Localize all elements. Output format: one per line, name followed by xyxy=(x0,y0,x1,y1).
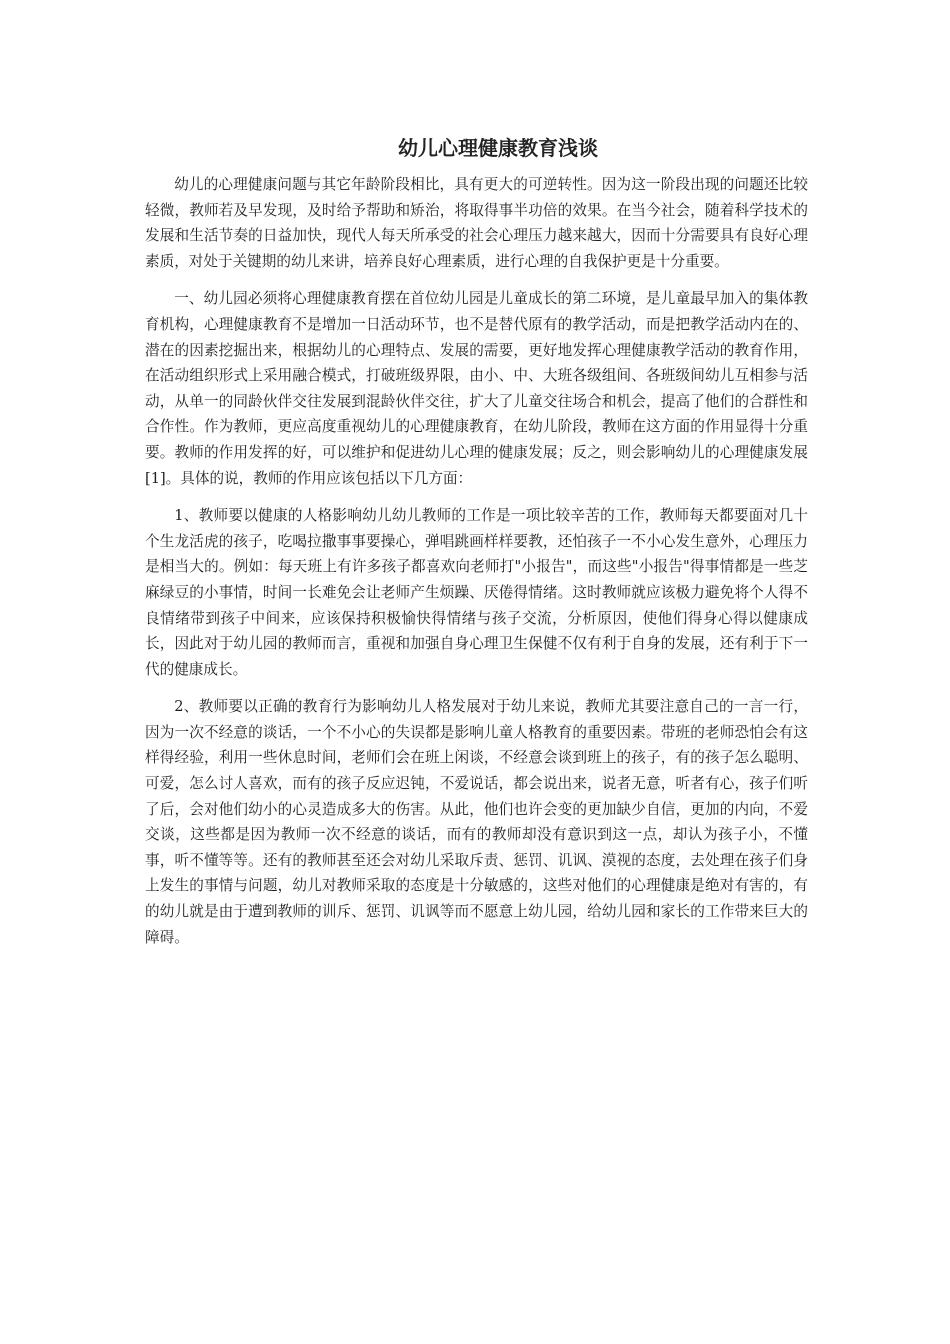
document-title: 幼儿心理健康教育浅谈 xyxy=(398,136,598,160)
paragraph-intro: 幼儿的心理健康问题与其它年龄阶段相比，具有更大的可逆转性。因为这一阶段出现的问题还比较轻微，教师若及早发现，及时给予帮助和矫治，将取得事半功倍的效果。在当今社会，随着科学技术的发展和生活节奏的日益加快，现代人每天所承受的社会心理压力越来越大，因而十分需要具有良好心理素质，对处于关键期的幼儿来讲，培养良好心理素质，进行心理的自我保护更是十分重要。 xyxy=(145,176,808,270)
paragraph-section-1: 一、幼儿园必须将心理健康教育摆在首位幼儿园是儿童成长的第二环境，是儿童最早加入的集体教育机构，心理健康教育不是增加一日活动环节，也不是替代原有的教学活动，而是把教学活动内在的、潜在的因素挖掘出来，根据幼儿的心理特点、发展的需要，更好地发挥心理健康教学活动的教育作用，在活动组织形式上采用融合模式，打破班级界限，由小、中、大班各级组间、各班级间幼儿互相参与活动，从单一的同龄伙伴交往发展到混龄伙伴交往，扩大了儿童交往场合和机会，提高了他们的合群性和合作性。作为教师，更应高度重视幼儿的心理健康教育，在幼儿阶段，教师在这方面的作用显得十分重要。教师的作用发挥的好，可以维护和促进幼儿心理的健康发展；反之，则会影响幼儿的心理健康发展[1]。具体的说，教师的作用应该包括以下几方面： xyxy=(145,290,808,487)
document-body xyxy=(145,172,808,962)
paragraph-point-2: 2、教师要以正确的教育行为影响幼儿人格发展对于幼儿来说，教师尤其要注意自己的一言一行，因为一次不经意的谈话，一个不小心的失误都是影响儿童人格教育的重要因素。带班的老师恐怕会有这样得经验，利用一些休息时间，老师们会在班上闲谈，不经意会谈到班上的孩子，有的孩子怎么聪明、可爱，怎么讨人喜欢，而有的孩子反应迟钝，不爱说话，都会说出来，说者无意，听者有心，孩子们听了后，会对他们幼小的心灵造成多大的伤害。从此，他们也许会变的更加缺少自信，更加的内向，不爱交谈，这些都是因为教师一次不经意的谈话，而有的教师却没有意识到这一点，却认为孩子小，不懂事，听不懂等等。还有的教师甚至还会对幼儿采取斥责、惩罚、讥讽、漠视的态度，去处理在孩子们身上发生的事情与问题，幼儿对教师采取的态度是十分敏感的，这些对他们的心理健康是绝对有害的，有的幼儿就是由于遭到教师的训斥、惩罚、讥讽等而不愿意上幼儿园，给幼儿园和家长的工作带来巨大的障碍。 xyxy=(145,698,808,946)
paragraph-point-1: 1、教师要以健康的人格影响幼儿幼儿教师的工作是一项比较辛苦的工作，教师每天都要面对几十个生龙活虎的孩子，吃喝拉撒事事要操心，弹唱跳画样样要教，还怕孩子一不小心发生意外，心理压力是相当大的。例如：每天班上有许多孩子都喜欢向老师打"小报告"，而这些"小报告"得事情都是一些芝麻绿豆的小事情，时间一长难免会让老师产生烦躁、厌倦得情绪。这时教师就应该极力避免将个人得不良情绪带到孩子中间来，应该保持积极愉快得情绪与孩子交流，分析原因，使他们得身心得以健康成长，因此对于幼儿园的教师而言，重视和加强自身心理卫生保健不仅有利于自身的发展，还有利于下一代的健康成长。 xyxy=(145,507,808,678)
